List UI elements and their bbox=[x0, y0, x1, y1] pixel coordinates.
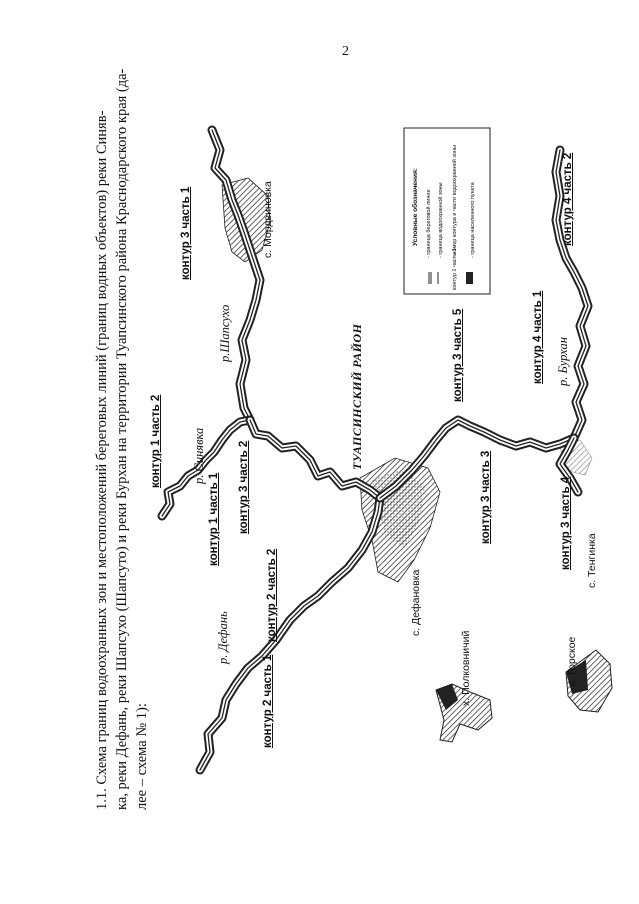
contour-label: контур 3 часть 2 bbox=[238, 440, 250, 534]
contour-label: контур 2 часть 1 bbox=[262, 654, 274, 748]
district-label: ТУАПСИНСКИЙ РАЙОН bbox=[350, 323, 364, 470]
river-label-burkhan: р. Бурхан bbox=[556, 337, 570, 386]
contour-label: контур 4 часть 2 bbox=[562, 152, 574, 246]
contour-label: контур 3 часть 5 bbox=[452, 308, 464, 402]
contour-label: контур 3 часть 4 bbox=[560, 476, 572, 570]
legend-title: Условные обозначения: bbox=[412, 168, 419, 246]
legend-item: - граница береговой линии bbox=[426, 189, 432, 258]
contour-label: контур 3 часть 3 bbox=[480, 450, 492, 544]
intro-line-3: лее – схема № 1): bbox=[134, 703, 150, 810]
contour-label: контур 4 часть 1 bbox=[532, 290, 544, 384]
river-label-sinyavka: р. Синявка bbox=[192, 427, 206, 484]
page-number: 2 bbox=[342, 44, 349, 59]
contour-label: контур 1 часть 2 bbox=[150, 394, 162, 488]
settlement-mordvinovka: с. Мордвиновка bbox=[262, 181, 274, 258]
river-label-defan: р. Дефань bbox=[216, 611, 230, 664]
legend-item: - граница водоохранной зоны bbox=[438, 182, 444, 258]
legend-item: - граница населенного пункта bbox=[470, 182, 476, 258]
intro-line-1: 1.1. Схема границ водоохранных зон и местоположений береговых линий (границ водных объектов) реки Синяв- bbox=[94, 110, 110, 810]
contour-label: контур 1 часть 1 bbox=[208, 472, 220, 566]
settlement-defanovka: с. Дефановка bbox=[410, 569, 422, 636]
legend-item: - номер контура и части водоохранной зоны bbox=[452, 145, 458, 258]
river-label-shapsukho: р.Шапсухо bbox=[218, 304, 232, 362]
contour-label: контур 3 часть 1 bbox=[180, 186, 192, 280]
intro-line-2: ка, реки Дефань, реки Шапсухо (Шапсуто) и реки Бурхан на территории Туапсинского района Краснодарского края (да- bbox=[114, 68, 130, 810]
contour-label: контур 2 часть 2 bbox=[266, 548, 278, 642]
legend-sample-label: контур 1 часть 1 bbox=[452, 248, 458, 290]
settlement-tenginka: с. Тенгинка bbox=[586, 533, 598, 588]
settlement-polkovnichiy: х. Полковничий bbox=[460, 630, 472, 706]
settlement-gorskoe: с. Горское bbox=[566, 636, 578, 686]
